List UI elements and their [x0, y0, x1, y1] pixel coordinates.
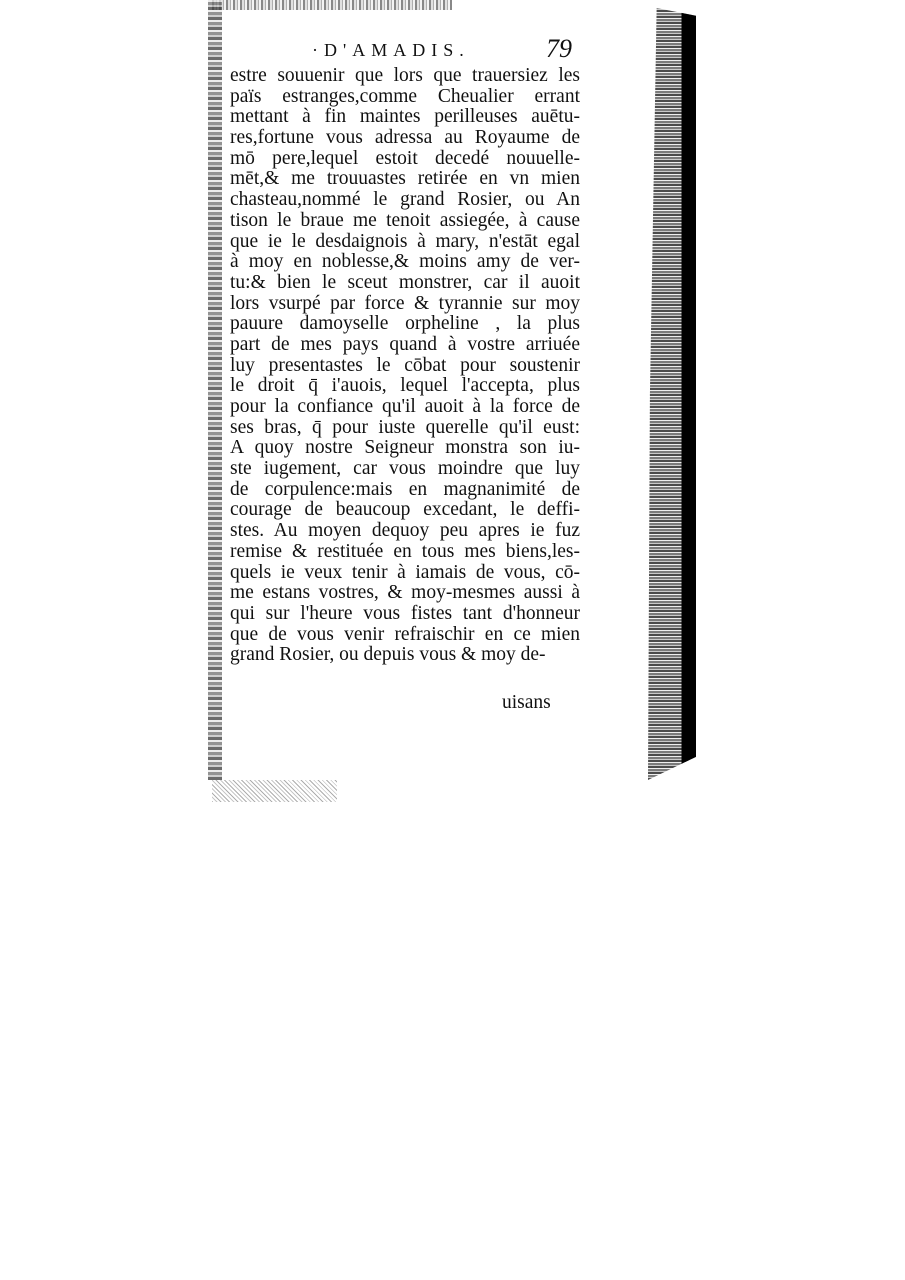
text-line: mō pere,lequel estoit decedé nouuelle-	[230, 147, 580, 169]
scan-edge-top	[212, 0, 452, 10]
text-line: mēt,& me trouuastes retirée en vn mien	[230, 168, 580, 190]
text-line: A quoy nostre Seigneur monstra son iu-	[230, 437, 580, 459]
text-line: part de mes pays quand à vostre arriuée	[230, 333, 580, 355]
text-line: pauure damoyselle orpheline , la plus	[230, 313, 580, 335]
text-line: ses bras, q̄ pour iuste querelle qu'il eust:	[230, 416, 580, 438]
text-line: me estans vostres, & moy-mesmes aussi à	[230, 582, 580, 604]
text-line: courage de beaucoup excedant, le deffi-	[230, 499, 580, 521]
text-line: pour la confiance qu'il auoit à la force de	[230, 396, 580, 417]
text-line: mettant à fin maintes perilleuses auētu-	[230, 106, 580, 128]
text-line: de corpulence:mais en magnanimité de	[230, 478, 580, 500]
text-line: estre souuenir que lors que trauersiez les	[230, 65, 580, 86]
book-page	[226, 34, 646, 774]
text-line: que de vous venir refraischir en ce mien	[230, 623, 580, 645]
page-number: 79	[546, 34, 572, 63]
text-line: à moy en noblesse,& moins amy de ver-	[230, 251, 580, 273]
book-fore-edge	[648, 8, 696, 780]
catchword: uisans	[502, 692, 551, 713]
text-line: le droit q̄ i'auois, lequel l'accepta, plus	[230, 375, 580, 397]
text-line: lors vsurpé par force & tyrannie sur moy	[230, 292, 580, 314]
text-line: res,fortune vous adressa au Royaume de	[230, 127, 580, 149]
running-head	[226, 34, 626, 66]
text-line: tison le braue me tenoit assiegée, à cause	[230, 209, 580, 231]
running-head-title: ·D'AMADIS.	[312, 40, 470, 60]
text-line: que ie le desdaignois à mary, n'estāt egal	[230, 230, 580, 252]
text-block	[230, 66, 580, 666]
text-line: tu:& bien le sceut monstrer, car il auoit	[230, 271, 580, 293]
text-line: grand Rosier, ou depuis vous & moy de-	[230, 644, 546, 666]
binding-edge	[208, 0, 222, 780]
text-line: païs estranges,comme Cheualier errant	[230, 85, 580, 107]
scan-smudge	[212, 780, 337, 802]
text-line: chasteau,nommé le grand Rosier, ou An	[230, 189, 580, 211]
text-line: ste iugement, car vous moindre que luy	[230, 458, 580, 480]
text-line: stes. Au moyen dequoy peu apres ie fuz	[230, 520, 580, 542]
text-line: luy presentastes le cōbat pour soustenir	[230, 354, 580, 376]
text-line: remise & restituée en tous mes biens,les-	[230, 540, 580, 562]
text-line: qui sur l'heure vous fistes tant d'honneur	[230, 602, 580, 624]
text-line: quels ie veux tenir à iamais de vous, cō-	[230, 561, 580, 583]
